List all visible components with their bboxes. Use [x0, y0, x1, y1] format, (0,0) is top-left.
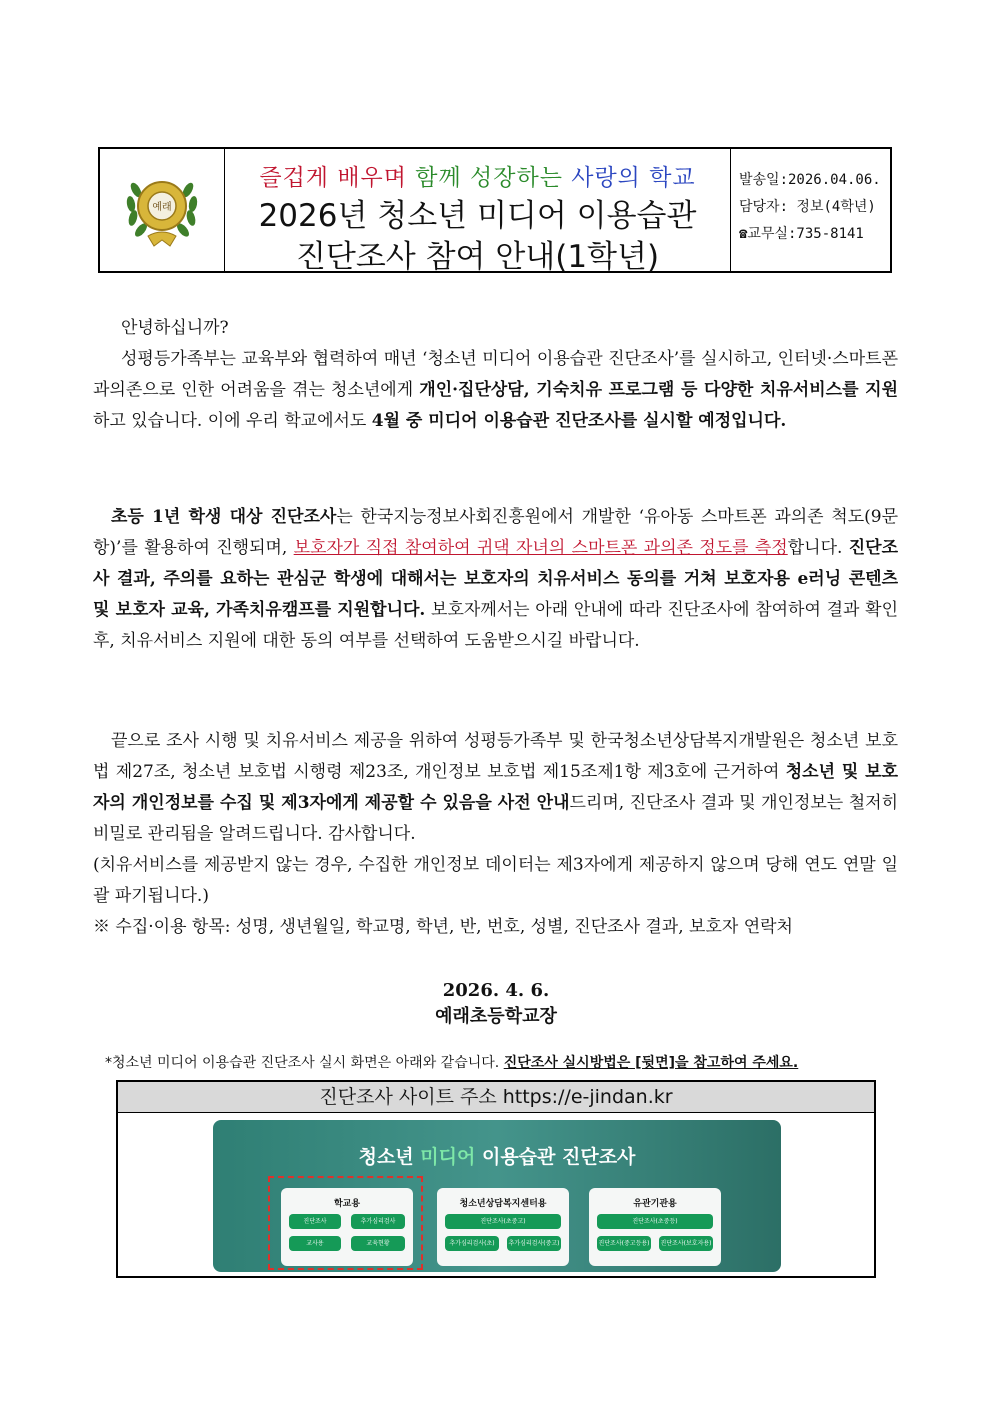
p2-red-underline: 보호자가 직접 참여하여 귀댁 자녀의 스마트폰 과의존 정도를 측정: [293, 538, 788, 558]
slogan-part-2: 함께 성장하는: [415, 165, 563, 191]
school-diagnosis-button[interactable]: 진단조사: [289, 1214, 341, 1229]
center-diagnosis-button[interactable]: 진단조사(초중고): [445, 1214, 561, 1229]
p1-bold-b: 개인·집단상담, 기숙치유 프로그램 등 다양한 치유서비스를 지원: [419, 380, 898, 400]
header-info-cell: [731, 149, 890, 271]
sent-date: 발송일:2026.04.06.: [739, 172, 881, 188]
center-extra-elem-button[interactable]: 추가심리검사(초): [445, 1236, 499, 1251]
p1-bold-d: 4월 중 미디어 이용습관 진단조사를 실시할 예정입니다.: [371, 411, 787, 431]
site-screenshot: [213, 1120, 781, 1272]
paragraph-4: (치유서비스를 제공받지 않는 경우, 수집한 개인정보 데이터는 제3자에게 제공하지 않으며 당해 연도 연말 일괄 파기됩니다.): [93, 855, 898, 906]
p2-bold-a: 초등 1년 학생 대상 진단조사: [111, 507, 337, 527]
card-agency-title: 유관기관용: [633, 1199, 677, 1209]
agency-diagnosis-button[interactable]: 진단조사(초중등): [597, 1214, 713, 1229]
highlight-dashed-box: [268, 1176, 423, 1270]
school-logo: [100, 149, 225, 271]
document-title: [225, 196, 730, 278]
screen-title-2: 미디어: [420, 1146, 476, 1168]
card-center-title: 청소년상담복지센터용: [459, 1199, 547, 1209]
p2-text-d: 합니다.: [787, 538, 849, 558]
p2-bold-e: 진단조사 결과, 주의를 요하는 관심군 학생에 대해서는 보호자의 치유서비스 동의를 거쳐 보호자용 e러닝 콘텐츠 및 보호자 교육, 가족치유캠프를 지원합니다.: [93, 538, 899, 620]
slogan-part-3: 사랑의 학교: [571, 165, 696, 191]
screen-title: [213, 1142, 781, 1169]
school-extra-test-button[interactable]: 추가심리검사: [351, 1214, 405, 1229]
site-box: [116, 1080, 876, 1278]
collected-items: ※ 수집·이용 항목: 성명, 생년월일, 학교명, 학년, 반, 번호, 성별, 진단조사 결과, 보호자 연락처: [93, 917, 793, 937]
school-status-button[interactable]: 교육현황: [351, 1236, 405, 1251]
greeting: 안녕하십니까?: [121, 318, 229, 338]
manager: 담당자: 정보(4학년): [739, 199, 876, 215]
school-slogan: [225, 159, 730, 192]
note-text: *청소년 미디어 이용습관 진단조사 실시 화면은 아래와 같습니다.: [105, 1055, 504, 1071]
signature-principal: 예래초등학교장: [435, 1006, 557, 1027]
note-bold: 진단조사 실시방법은 [뒷면]을 참고하여 주세요.: [503, 1055, 799, 1071]
p1-text-c: 하고 있습니다. 이에 우리 학교에서도: [93, 411, 372, 431]
p3-text-a: 끝으로 조사 시행 및 치유서비스 제공을 위하여 성평등가족부 및 한국청소년상담복지개발원은 청소년 보호법 제27조, 청소년 보호법 시행령 제23조, 개인정보 보호법 제15조제1항 제3호에 근거하여: [93, 731, 898, 782]
header-title-cell: [225, 149, 731, 275]
title-line-2: 진단조사 참여 안내(1학년): [295, 239, 660, 275]
emblem-text: 예래: [152, 202, 172, 213]
card-related-agency[interactable]: [589, 1188, 721, 1266]
p1-text-a: 성평등가족부는 교육부와 협력하여 매년 ‘청소년 미디어 이용습관 진단조사’를 실시하고, 인터넷·스마트폰 과의존으로 인한 어려움을 겪는 청소년에게: [93, 349, 898, 400]
p3-text-c: 드리며, 진단조사 결과 및 개인정보는 철저히 비밀로 관리됨을 알려드립니다. 감사합니다.: [93, 793, 898, 844]
school-emblem-icon: [120, 170, 204, 250]
card-school-title: 학교용: [333, 1199, 361, 1209]
paragraph-1: [93, 344, 898, 437]
paragraph-3: [93, 726, 898, 943]
p2-text-b: 는 한국지능정보사회진흥원에서 개발한 ‘유아동 스마트폰 과의존 척도(9문항)’를 활용하여 진행되며,: [93, 507, 898, 558]
screen-title-1: 청소년: [358, 1146, 421, 1168]
greeting-paragraph: [93, 313, 898, 437]
school-teacher-button[interactable]: 교사용: [289, 1236, 341, 1251]
signature-date: 2026. 4. 6.: [442, 980, 550, 1001]
screen-title-3: 이용습관 진단조사: [475, 1146, 636, 1168]
agency-guardian-button[interactable]: 진단조사(보호자용): [659, 1236, 713, 1251]
slogan-part-1: 즐겁게 배우며: [259, 165, 407, 191]
title-line-1: 2026년 청소년 미디어 이용습관: [258, 198, 697, 234]
site-note: [105, 1052, 798, 1072]
card-counseling-center[interactable]: [437, 1188, 569, 1266]
paragraph-2: [93, 502, 898, 657]
document-header: [98, 147, 892, 273]
p2-text-f: 보호자께서는 아래 안내에 따라 진단조사에 참여하여 결과 확인 후, 치유서비스 지원에 대한 동의 여부를 선택하여 도움받으시길 바랍니다.: [93, 600, 899, 651]
agency-mid-high-button[interactable]: 진단조사(중고등용): [597, 1236, 651, 1251]
site-address-header: 진단조사 사이트 주소 https://e-jindan.kr: [118, 1082, 874, 1113]
p3-bold-b: 청소년 및 보호자의 개인정보를 수집 및 제3자에게 제공할 수 있음을 사전 안내: [93, 762, 899, 813]
center-extra-mid-button[interactable]: 추가심리검사(중고): [507, 1236, 561, 1251]
phone: ☎교무실:735-8141: [739, 226, 864, 242]
